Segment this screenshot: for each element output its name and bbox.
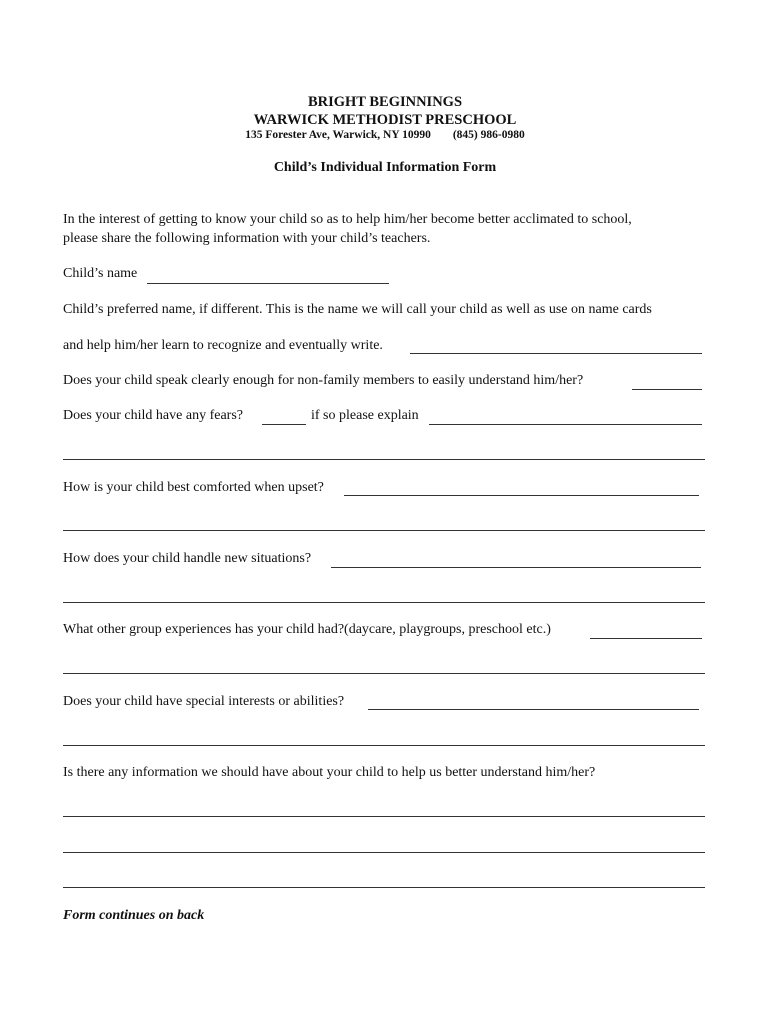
form-title: Child’s Individual Information Form: [273, 160, 497, 175]
fears-yes-no-field[interactable]: [262, 424, 306, 425]
preferred-name-field[interactable]: [410, 353, 702, 354]
phone: (845) 986-0980: [452, 129, 525, 141]
org-name: BRIGHT BEGINNINGS: [307, 94, 463, 110]
new-situations-field[interactable]: [331, 567, 701, 568]
contact-line: [0, 129, 770, 141]
special-interests-line-2[interactable]: [63, 745, 705, 746]
comforted-label: How is your child best comforted when upset?: [63, 480, 324, 495]
child-name-field[interactable]: [147, 283, 389, 284]
special-interests-label: Does your child have special interests or abilities?: [63, 694, 345, 709]
other-info-line-3[interactable]: [63, 887, 705, 888]
other-info-label: Is there any information we should have about your child to help us better understand him/her?: [63, 765, 596, 780]
fears-explain-field[interactable]: [429, 424, 702, 425]
preferred-name-label-2: and help him/her learn to recognize and eventually write.: [63, 338, 383, 353]
other-info-line-1[interactable]: [63, 816, 705, 817]
intro-line-1: In the interest of getting to know your child so as to help him/her become better acclimated to school,: [63, 212, 632, 227]
preferred-name-label-1: Child’s preferred name, if different. This is the name we will call your child as well as use on name cards: [63, 302, 652, 317]
fears-explain-line-2[interactable]: [63, 459, 705, 460]
group-experiences-label: What other group experiences has your child had?(daycare, playgroups, preschool etc.): [63, 622, 551, 637]
group-experiences-line-2[interactable]: [63, 673, 705, 674]
speak-clearly-field[interactable]: [632, 389, 702, 390]
comforted-field[interactable]: [344, 495, 699, 496]
speak-clearly-label: Does your child speak clearly enough for non-family members to easily understand him/her?: [63, 373, 584, 388]
new-situations-line-2[interactable]: [63, 602, 705, 603]
intro-line-2: please share the following information with your child’s teachers.: [63, 231, 431, 246]
child-name-label: Child’s name: [63, 266, 138, 281]
fears-label: Does your child have any fears?: [63, 408, 243, 423]
other-info-line-2[interactable]: [63, 852, 705, 853]
address: 135 Forester Ave, Warwick, NY 10990: [245, 129, 431, 141]
group-experiences-field[interactable]: [590, 638, 702, 639]
fears-explain-label: if so please explain: [311, 408, 419, 423]
new-situations-label: How does your child handle new situations?: [63, 551, 312, 566]
comforted-line-2[interactable]: [63, 530, 705, 531]
form-continues-note: Form continues on back: [63, 908, 205, 923]
school-name: WARWICK METHODIST PRESCHOOL: [253, 112, 517, 128]
special-interests-field[interactable]: [368, 709, 699, 710]
